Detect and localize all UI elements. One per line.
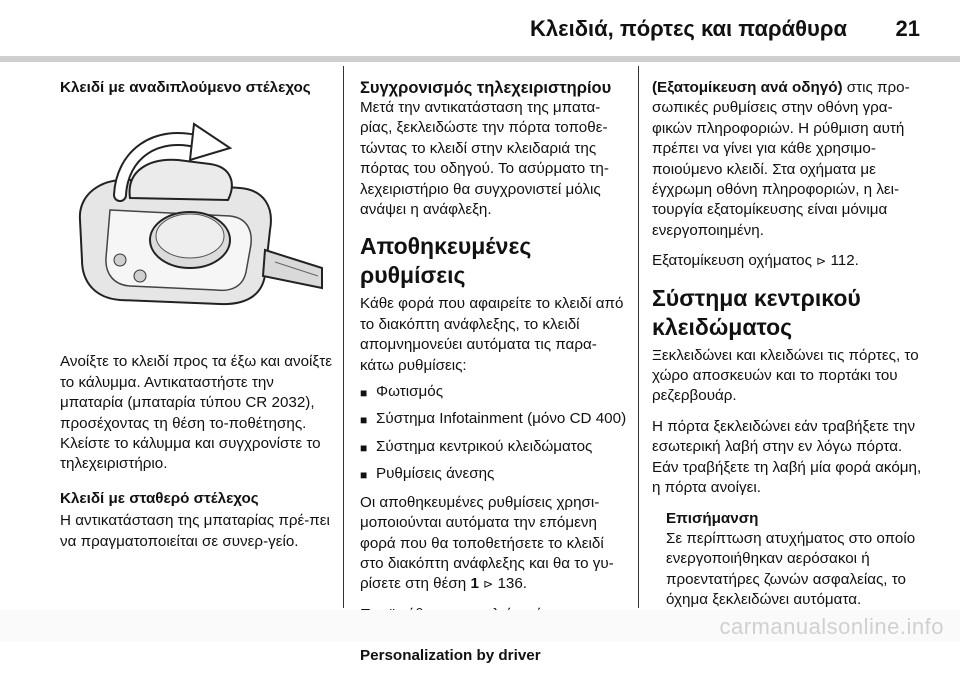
column-3 xyxy=(652,78,924,611)
ignition-position: 1 xyxy=(470,575,479,593)
list-item: ■ Ρυθμίσεις άνεσης xyxy=(360,464,628,484)
bullet-icon: ■ xyxy=(360,413,368,428)
page-ref-icon: ⊳ xyxy=(483,577,494,592)
key-battery-illustration xyxy=(60,100,332,330)
paragraph-central-locking: Ξεκλειδώνει και κλειδώνει τις πόρτες, το χώρο αποσκευών και το πορτάκι του ρεζερβουάρ. xyxy=(652,346,919,405)
column-2 xyxy=(360,78,628,676)
note-box xyxy=(652,509,924,611)
paragraph-battery-replace: Ανοίξτε το κλειδί προς τα έξω και ανοίξτε το κάλυμμα. Αντικαταστήστε την μπαταρία (μπαταρία τύπου CR 2032), προσέχοντας τη θέση το-ποθέτησης. Κλείστε το κάλυμμα και συγχρονίστε το τηλεχειριστήριο. xyxy=(60,353,332,473)
paragraph-remote-sync: Μετά την αντικατάσταση της μπατα-ρίας, ξεκλειδώστε την πόρτα τοποθε-τώντας το κλειδί στην κλειδαριά της πόρτας του οδηγού. Το ασύρματο τη-λεχειριστήριο θα συγχρονιστεί μόλις ανάψει η ανάφλεξη. xyxy=(360,99,609,219)
section-heading-fixed-key: Κλειδί με σταθερό στέλεχος xyxy=(60,489,259,507)
paragraph-memorised-use: Οι αποθηκευμένες ρυθμίσεις χρησι-μοποιούνται αυτόματα την επόμενη φορά που θα τοποθετήσετε το κλειδί στο διακόπτη ανάφλεξης και θα το γυ-ρίσετε στη θέση 1 ⊳ 136. xyxy=(360,493,614,593)
list-item: ■ Σύστημα Infotainment (μόνο CD 400) xyxy=(360,409,628,429)
page-ref: 136. xyxy=(497,575,528,593)
list-item: ■ Σύστημα κεντρικού κλειδώματος xyxy=(360,437,628,457)
header-rule xyxy=(0,56,960,62)
note-title: Επισήμανση xyxy=(666,509,759,527)
paragraph-personalization: (Εξατομίκευση ανά οδηγό) στις προ-σωπικές ρυθμίσεις στην οθόνη γρα-φικών πληροφοριών. Η ρύθμιση αυτή πρέπει να γίνει για κάθε χρησιμο-ποιούμενο κλειδί. Στα οχήματα με έγχρωμη οθόνη πληροφοριών, η λει-τουργία εξατομίκευσης είναι μόνιμα ενεργοποιημένη. xyxy=(652,79,910,239)
watermark: carmanualsonline.info xyxy=(719,614,944,639)
paragraph-vehicle-personalization: Εξατομίκευση οχήματος ⊳ 112. xyxy=(652,252,859,270)
paragraph-door-handle: Η πόρτα ξεκλειδώνει εάν τραβήξετε την εσωτερική λαβή στην εν λόγω πόρτα. Εάν τραβήξετε τη λαβή μία φορά ακόμη, η πόρτα ανοίγει. xyxy=(652,417,922,497)
bullet-icon: ■ xyxy=(360,386,368,401)
section-heading-central-locking: Σύστημα κεντρικού κλειδώματος xyxy=(652,284,861,340)
bullet-icon: ■ xyxy=(360,468,368,483)
section-heading-memorised-settings: Αποθηκευμένες ρυθμίσεις xyxy=(360,233,532,289)
page-ref-icon: ⊳ xyxy=(816,254,827,269)
page-number: 21 xyxy=(895,16,920,41)
chapter-title: Κλειδιά, πόρτες και παράθυρα xyxy=(530,16,847,41)
page-header xyxy=(0,0,960,66)
list-item: ■ Φωτισμός xyxy=(360,382,628,402)
page-footer xyxy=(0,610,960,642)
function-name: Personalization by driver xyxy=(360,646,541,664)
section-heading-remote-sync: Συγχρονισμός τηλεχειριστηρίου xyxy=(360,79,612,97)
section-heading-folding-key: Κλειδί με αναδιπλούμενο στέλεχος xyxy=(60,79,311,96)
page-ref: 112. xyxy=(830,252,859,270)
bullet-icon: ■ xyxy=(360,440,368,455)
settings-list xyxy=(360,382,628,485)
note-text: Σε περίπτωση ατυχήματος στο οποίο ενεργοποιήθηκαν αερόσακοι ή προεντατήρες ζωνών ασφαλείας, το όχημα ξεκλειδώνει αυτόματα. xyxy=(666,529,916,609)
column-divider-1 xyxy=(343,66,344,608)
paragraph-fixed-key: Η αντικατάσταση της μπαταρίας πρέ-πει να πραγματοποιείται σε συνερ-γείο. xyxy=(60,512,330,550)
column-1 xyxy=(60,78,332,562)
paragraph-memorised-intro: Κάθε φορά που αφαιρείτε το κλειδί από το διακόπτη ανάφλεξης, το κλειδί απομνημονεύει αυτόματα τις παρα-κάτω ρυθμίσεις: xyxy=(360,295,624,374)
column-divider-2 xyxy=(638,66,639,608)
